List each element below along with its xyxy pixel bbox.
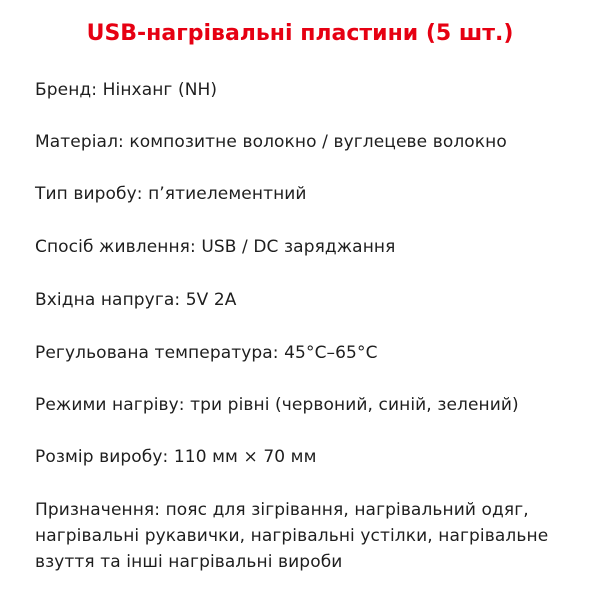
- spec-size: Розмір виробу: 110 мм × 70 мм: [35, 447, 317, 467]
- spec-temperature: Регульована температура: 45°C–65°C: [35, 343, 378, 363]
- spec-purpose: [35, 497, 590, 575]
- spec-power-method: Спосіб живлення: USB / DC заряджання: [35, 237, 396, 257]
- spec-purpose-line: взуття та інші нагрівальні вироби: [35, 552, 343, 572]
- spec-material: Матеріал: композитне волокно / вуглецеве волокно: [35, 132, 507, 152]
- spec-product-type: Тип виробу: п’ятиелементний: [35, 184, 307, 204]
- spec-brand: Бренд: Нінханг (NH): [35, 80, 218, 100]
- spec-input-voltage: Вхідна напруга: 5V 2A: [35, 290, 237, 310]
- spec-heating-modes: Режими нагріву: три рівні (червоний, синій, зелений): [35, 395, 519, 415]
- spec-purpose-line: нагрівальні рукавички, нагрівальні устілки, нагрівальне: [35, 526, 549, 546]
- spec-purpose-line: Призначення: пояс для зігрівання, нагрівальний одяг,: [35, 500, 529, 520]
- page-title: USB-нагрівальні пластини (5 шт.): [86, 21, 514, 46]
